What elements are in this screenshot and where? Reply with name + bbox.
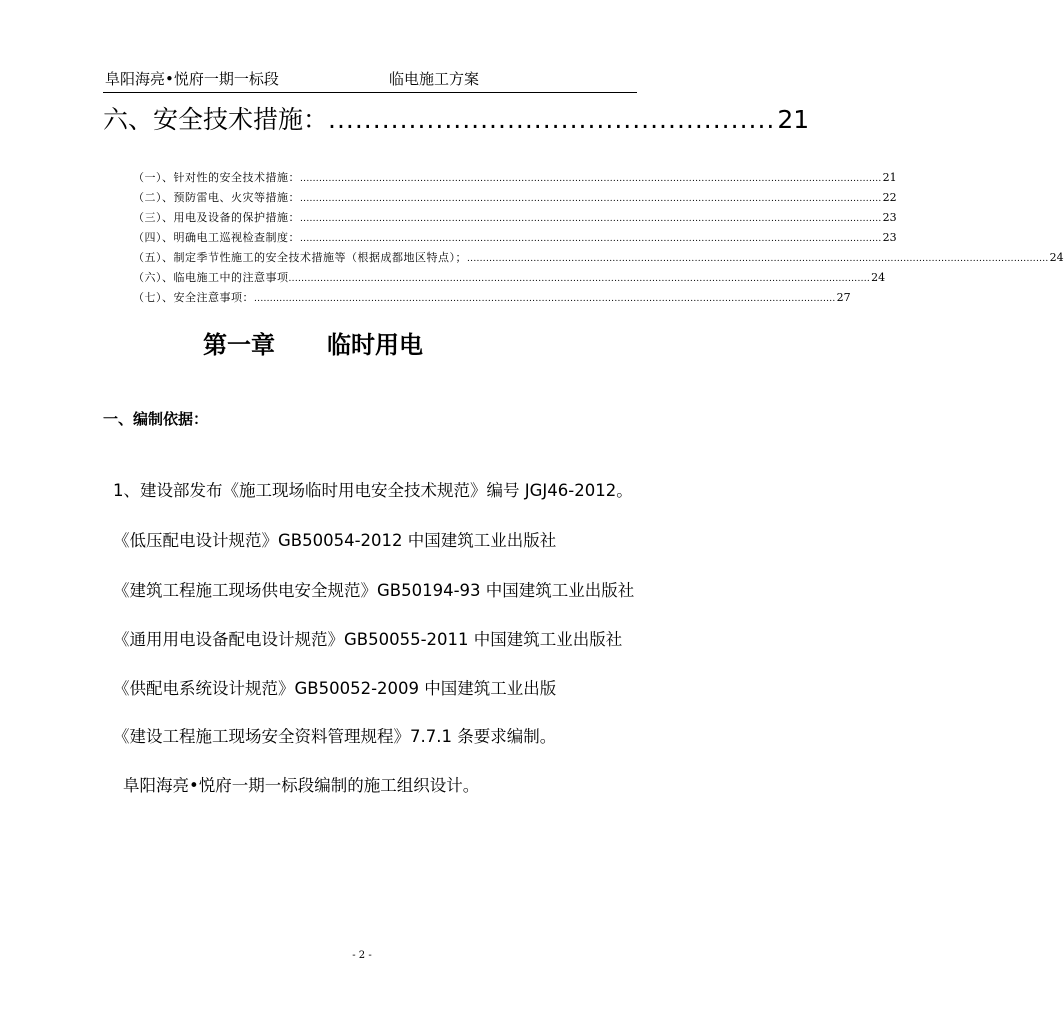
toc-item-leader: ........................................................................................................................................................................................ <box>300 214 882 224</box>
basis-line: 《供配电系统设计规范》GB50052-2009 中国建筑工业出版 <box>113 679 557 698</box>
toc-item-page-number: 27 <box>836 291 851 304</box>
toc-item[interactable] <box>133 248 1064 268</box>
toc-item[interactable] <box>133 168 897 188</box>
chapter-heading <box>203 325 423 360</box>
toc-item[interactable] <box>133 268 886 288</box>
toc-item-title: （七）、安全注意事项： <box>133 291 254 304</box>
toc-item-page-number: 21 <box>882 171 897 184</box>
toc-item-leader: ........................................................................................................................................................................................ <box>467 254 1049 264</box>
toc-item-title: （五）、制定季节性施工的安全技术措施等（根据成都地区特点）； <box>133 251 467 264</box>
toc-item-page-number: 23 <box>882 231 897 244</box>
toc-main-page-number: 21 <box>777 105 810 134</box>
toc-item-page-number: 24 <box>871 271 886 284</box>
chapter-label: 第一章 <box>203 331 275 359</box>
toc-item[interactable] <box>133 188 897 208</box>
toc-main-entry[interactable] <box>103 100 810 136</box>
toc-item-leader: ........................................................................................................................................................................................ <box>300 174 882 184</box>
toc-item-leader: ........................................................................................................................................................................................ <box>300 194 882 204</box>
section-heading: 一、编制依据： <box>103 410 209 428</box>
toc-item-title: （一）、针对性的安全技术措施： <box>133 171 300 184</box>
toc-item-page-number: 23 <box>882 211 897 224</box>
basis-line: 阜阳海亮•悦府一期一标段编制的施工组织设计。 <box>123 776 480 795</box>
page-number-footer: - 2 - <box>352 950 372 961</box>
basis-line: 《低压配电设计规范》GB50054-2012 中国建筑工业出版社 <box>113 531 557 550</box>
header-document-title: 临电施工方案 <box>389 70 480 88</box>
toc-item-title: （六）、临电施工中的注意事项 <box>133 271 289 284</box>
toc-main-title: 六、安全技术措施： <box>103 105 329 134</box>
header-project-name: 阜阳海亮•悦府一期一标段 <box>105 70 279 88</box>
basis-line: 《通用用电设备配电设计规范》GB50055-2011 中国建筑工业出版社 <box>113 630 623 649</box>
toc-item-page-number: 22 <box>882 191 897 204</box>
page-header <box>103 66 637 93</box>
basis-line: 1、建设部发布《施工现场临时用电安全技术规范》编号 JGJ46-2012。 <box>113 481 633 500</box>
toc-item-title: （三）、用电及设备的保护措施： <box>133 211 300 224</box>
toc-item-title: （二）、预防雷电、火灾等措施： <box>133 191 300 204</box>
toc-item[interactable] <box>133 228 897 248</box>
toc-item-leader: ........................................................................................................................................................................................ <box>288 274 871 284</box>
toc-item-leader: ........................................................................................................................................................................................ <box>300 234 882 244</box>
toc-list <box>133 168 1064 308</box>
toc-main-leader: .................................................. <box>328 105 776 134</box>
toc-item-leader: ........................................................................................................................................................................................ <box>254 294 836 304</box>
toc-item[interactable] <box>133 288 851 308</box>
basis-line: 《建筑工程施工现场供电安全规范》GB50194-93 中国建筑工业出版社 <box>113 581 635 600</box>
toc-item[interactable] <box>133 208 897 228</box>
basis-line: 《建设工程施工现场安全资料管理规程》7.7.1 条要求编制。 <box>113 727 557 746</box>
toc-item-page-number: 24 <box>1049 251 1064 264</box>
chapter-title: 临时用电 <box>327 331 423 359</box>
toc-item-title: （四）、明确电工巡视检查制度： <box>133 231 300 244</box>
